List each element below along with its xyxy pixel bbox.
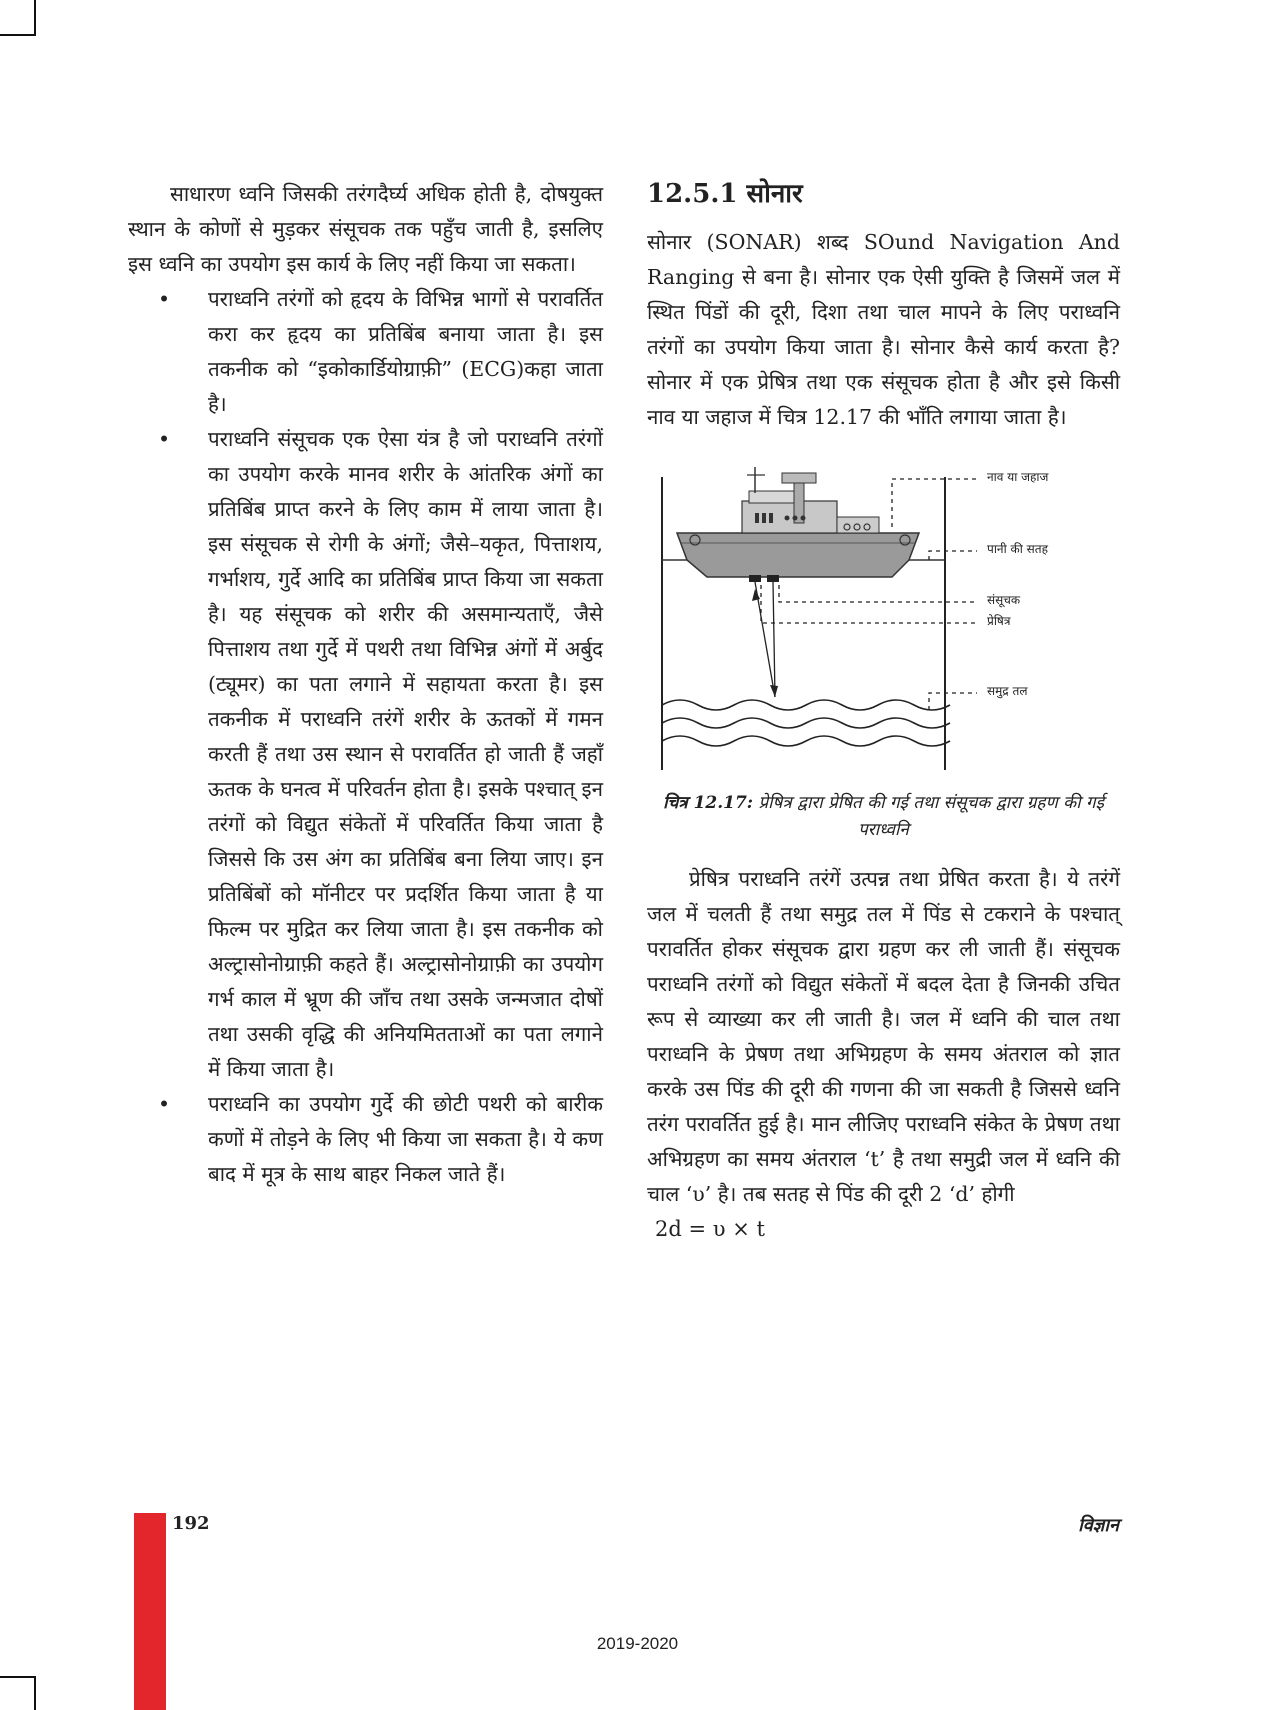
crop-mark-bottom-vertical: [34, 1676, 36, 1710]
bullet-item-ultrasonography: [128, 422, 603, 1087]
bullet-list: [128, 282, 603, 1192]
bullet-text: पराध्वनि संसूचक एक ऐसा यंत्र है जो पराध्वनि तरंगों का उपयोग करके मानव शरीर के आंतरिक अंगों का प्रतिबिंब प्राप्त करने के लिए काम में लाया जाता है। इस संसूचक से रोगी के अंगों; जैसे–यकृत, पित्ताशय, गर्भाशय, गुर्दे आदि का प्रतिबिंब प्राप्त किया जा सकता है। यह संसूचक को शरीर की असमान्यताएँ, जैसे पित्ताशय तथा गुर्दे में पथरी तथा विभिन्न अंगों में अर्बुद (ट्यूमर) का पता लगाने में सहायता करता है। इस तकनीक में पराध्वनि तरंगें शरीर के ऊतकों में गमन करती हैं तथा उस स्थान से परावर्तित हो जाती हैं जहाँ ऊतक के घनत्व में परिवर्तन होता है। इसके पश्चात् इन तरंगों को विद्युत संकेतों में परिवर्तित किया जाता है जिससे कि उस अंग का प्रतिबिंब बना लिया जाए। इन प्रतिबिंबों को मॉनीटर पर प्रदर्शित किया जाता है या फिल्म पर मुद्रित कर लिया जाता है। इस तकनीक को अल्ट्रासोनोग्राफ़ी कहते हैं। अल्ट्रासोनोग्राफ़ी का उपयोग गर्भ काल में भ्रूण की जाँच तथा उसके जन्मजात दोषों तथा उसकी वृद्धि की अनियमितताओं का पता लगाने में किया जाता है।: [208, 427, 603, 1081]
distance-formula: 2d = υ × t: [655, 1217, 765, 1241]
label-transmitter: प्रेषित्र: [987, 614, 1011, 628]
left-column: [128, 177, 603, 1192]
crop-mark-top-horizontal: [0, 34, 36, 36]
label-detector: संसूचक: [987, 593, 1021, 607]
crop-mark-top-vertical: [34, 0, 36, 36]
sonar-intro-paragraph: सोनार (SONAR) शब्द SOund Navigation And Ranging से बना है। सोनार एक ऐसी युक्ति है जिसमें जल में स्थित पिंडों की दूरी, दिशा तथा चाल मापने के लिए पराध्वनि तरंगों का उपयोग किया जाता है। सोनार कैसे कार्य करता है? सोनार में एक प्रेषित्र तथा एक संसूचक होता है और इसे किसी नाव या जहाज में चित्र 12.17 की भाँति लगाया जाता है।: [647, 230, 1120, 429]
red-margin-bar: [134, 1513, 166, 1710]
book-title: विज्ञान: [1078, 1515, 1119, 1536]
section-heading: 12.5.1 सोनार: [647, 179, 803, 209]
bullet-dot: •: [158, 427, 171, 451]
bullet-dot: •: [158, 287, 171, 311]
edition-year: 2019-2020: [596, 1634, 679, 1653]
figure-caption: [647, 790, 1120, 844]
caption-label: चित्र 12.17:: [663, 793, 754, 813]
caption-text: प्रेषित्र द्वारा प्रेषित की गई तथा संसूचक द्वारा ग्रहण की गई पराध्वनि: [758, 793, 1104, 840]
label-water-surface: पानी की सतह: [987, 542, 1048, 556]
label-ship: नाव या जहाज: [987, 470, 1049, 484]
bullet-text: पराध्वनि का उपयोग गुर्दे की छोटी पथरी को बारीक कणों में तोड़ने के लिए भी किया जा सकता है। ये कण बाद में मूत्र के साथ बाहर निकल जाते हैं।: [208, 1092, 603, 1186]
intro-paragraph: साधारण ध्वनि जिसकी तरंगदैर्घ्य अधिक होती है, दोषयुक्त स्थान के कोणों से मुड़कर संसूचक तक पहुँच जाती है, इसलिए इस ध्वनि का उपयोग इस कार्य के लिए नहीं किया जा सकता।: [128, 182, 603, 276]
bullet-dot: •: [158, 1092, 171, 1116]
bullet-item-kidney-stones: [128, 1087, 603, 1192]
sonar-figure: [647, 465, 1127, 790]
sonar-explanation-paragraph: प्रेषित्र पराध्वनि तरंगें उत्पन्न तथा प्रेषित करता है। ये तरंगें जल में चलती हैं तथा समुद्र तल में पिंड से टकराने के पश्चात् परावर्तित होकर संसूचक द्वारा ग्रहण कर ली जाती हैं। संसूचक पराध्वनि तरंगों को विद्युत संकेतों में बदल देता है जिनकी उचित रूप से व्याख्या कर ली जाती है। जल में ध्वनि की चाल तथा पराध्वनि के प्रेषण तथा अभिग्रहण के समय अंतराल को ज्ञात करके उस पिंड की दूरी की गणना की जा सकती है जिससे ध्वनि तरंग परावर्तित हुई है। मान लीजिए पराध्वनि संकेत के प्रेषण तथा अभिग्रहण का समय अंतराल ‘t’ है तथा समुद्री जल में ध्वनि की चाल ‘υ’ है। तब सतह से पिंड की दूरी 2 ‘d’ होगी: [647, 867, 1120, 1206]
label-seabed: समुद्र तल: [987, 684, 1028, 698]
page-number: 192: [172, 1513, 210, 1534]
bullet-text: पराध्वनि तरंगों को हृदय के विभिन्न भागों से परावर्तित करा कर हृदय का प्रतिबिंब बनाया जाता है। इस तकनीक को “इकोकार्डियोग्राफ़ी” (ECG)कहा जाता है।: [208, 287, 603, 416]
right-column: [647, 177, 1120, 1247]
bullet-item-echocardiography: [128, 282, 603, 422]
crop-mark-bottom-horizontal: [0, 1676, 36, 1678]
sonar-diagram: [647, 465, 1127, 790]
